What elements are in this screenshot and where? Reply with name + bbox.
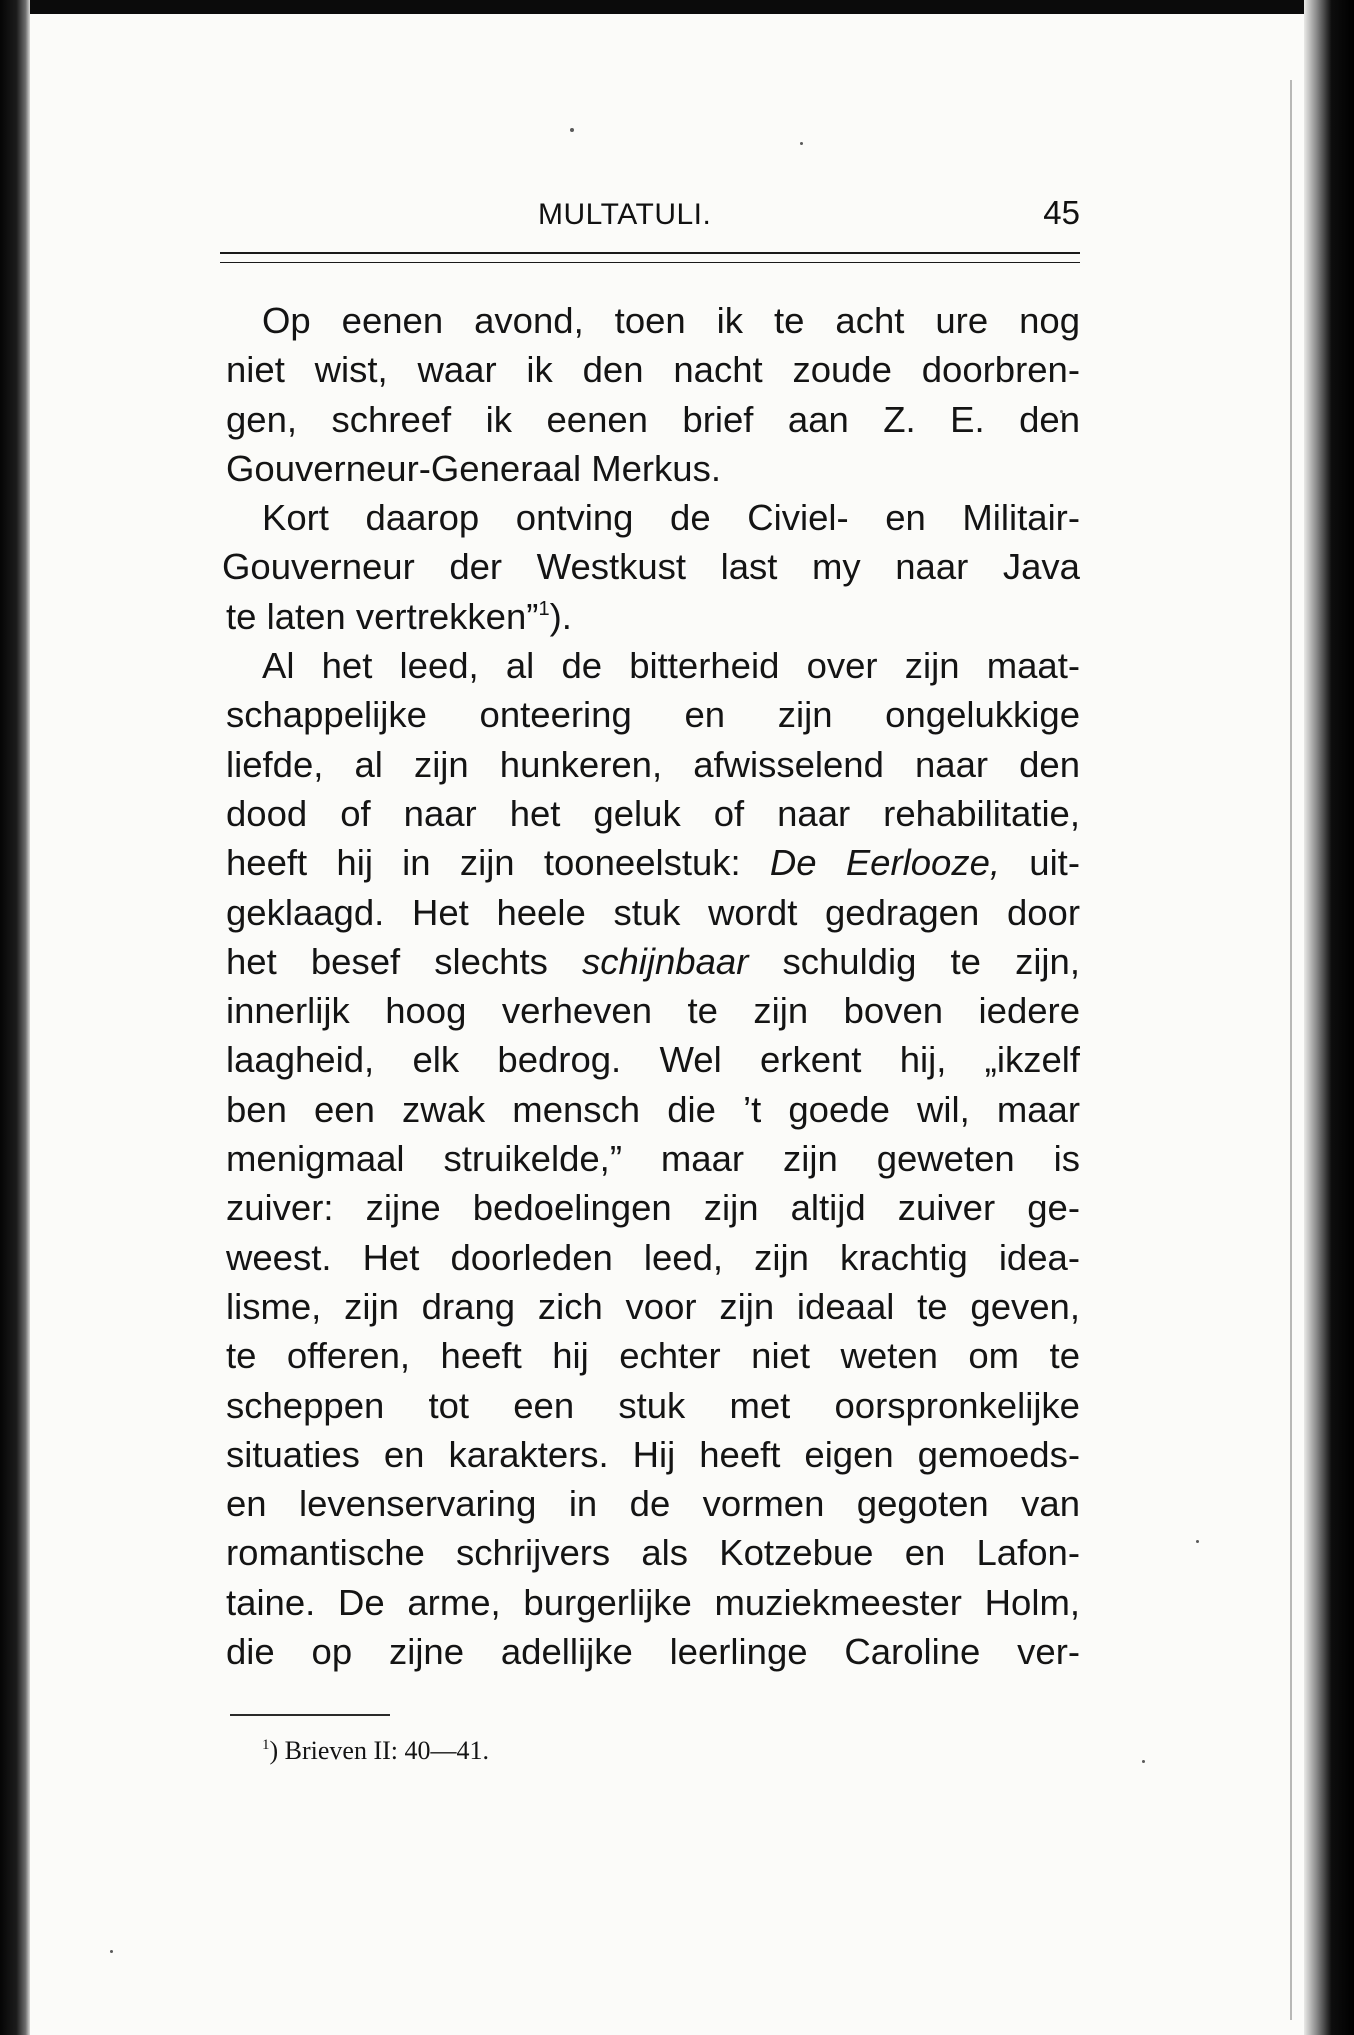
text-line: romantische schrijvers als Kotzebue en Lafon-: [226, 1532, 1080, 1574]
scan-border-top: [0, 0, 1354, 14]
text-line: Gouverneur der Westkust last my naar Java: [222, 546, 1080, 588]
text-fragment: het besef slechts: [226, 940, 582, 982]
footnote-marker: 1: [262, 1737, 270, 1753]
text-line: situaties en karakters. Hij heeft eigen gemoeds-: [226, 1433, 1080, 1475]
text-fragment: te laten vertrekken”: [226, 595, 539, 637]
footnote-text: ) Brieven II: 40—41.: [269, 1736, 490, 1765]
play-title: De Eerlooze,: [769, 842, 1001, 884]
text-line: gen, schreef ik eenen brief aan Z. E. den: [226, 398, 1080, 440]
text-fragment: ).: [549, 595, 572, 637]
footnote-ref: 1: [538, 597, 550, 620]
body-text: [222, 296, 1080, 1676]
text-line: te offeren, heeft hij echter niet weten om te: [226, 1335, 1080, 1377]
running-head: [220, 194, 1080, 242]
text-line: scheppen tot een stuk met oorspronkelijke: [226, 1384, 1080, 1426]
text-line: Kort daarop ontving de Civiel- en Militair-: [262, 497, 1080, 539]
text-line: Gouverneur-Generaal Merkus.: [226, 447, 721, 489]
scan-speck: [570, 128, 574, 132]
scan-speck: [1142, 1760, 1145, 1763]
text-fragment: heeft hij in zijn tooneelstuk:: [226, 842, 770, 884]
text-line: liefde, al zijn hunkeren, afwisselend naar den: [226, 743, 1080, 785]
emphasis: schijnbaar: [581, 940, 749, 982]
text-line: die op zijne adellijke leerlinge Caroline ver-: [226, 1631, 1080, 1673]
text-line: menigmaal struikelde,” maar zijn geweten is: [226, 1138, 1080, 1180]
text-line: weest. Het doorleden leed, zijn krachtig idea-: [226, 1236, 1080, 1278]
text-line: [226, 937, 1080, 986]
scan-border-right: [1304, 0, 1354, 2035]
text-line: en levenservaring in de vormen gegoten van: [226, 1483, 1080, 1525]
text-line: dood of naar het geluk of naar rehabilitatie,: [226, 792, 1080, 834]
text-line: laagheid, elk bedrog. Wel erkent hij, „ikzelf: [226, 1039, 1080, 1081]
text-line: taine. De arme, burgerlijke muziekmeester Holm,: [226, 1581, 1080, 1623]
text-line: zuiver: zijne bedoelingen zijn altijd zuiver ge-: [226, 1187, 1080, 1229]
text-line: ben een zwak mensch die ’t goede wil, maar: [226, 1088, 1080, 1130]
text-line: Op eenen avond, toen ik te acht ure nog: [262, 300, 1080, 341]
scan-speck: [1196, 1540, 1199, 1543]
header-rule-upper: [220, 252, 1080, 254]
footnote-rule: [230, 1714, 390, 1716]
text-line: innerlijk hoog verheven te zijn boven iedere: [226, 990, 1080, 1032]
text-line: [226, 838, 1080, 887]
page-number: 45: [1043, 194, 1080, 231]
scan-border-left: [0, 0, 30, 2035]
text-fragment: schuldig te zijn,: [748, 940, 1080, 982]
page-edge-shadow: [1290, 80, 1292, 2020]
footnote: [262, 1736, 489, 1766]
text-line: niet wist, waar ik den nacht zoude doorbren-: [226, 349, 1080, 391]
text-fragment: uit-: [1000, 842, 1080, 884]
text-line: schappelijke onteering en zijn ongelukkige: [226, 694, 1080, 736]
text-line: lisme, zijn drang zich voor zijn ideaal te geven,: [226, 1285, 1080, 1327]
text-line: [226, 592, 1080, 641]
text-line: Al het leed, al de bitterheid over zijn maat-: [262, 645, 1080, 687]
header-rule-lower: [220, 262, 1080, 263]
scan-speck: [800, 142, 803, 145]
text-line: geklaagd. Het heele stuk wordt gedragen door: [226, 891, 1080, 933]
scan-speck: [110, 1950, 113, 1953]
running-head-title: MULTATULI.: [538, 198, 712, 231]
